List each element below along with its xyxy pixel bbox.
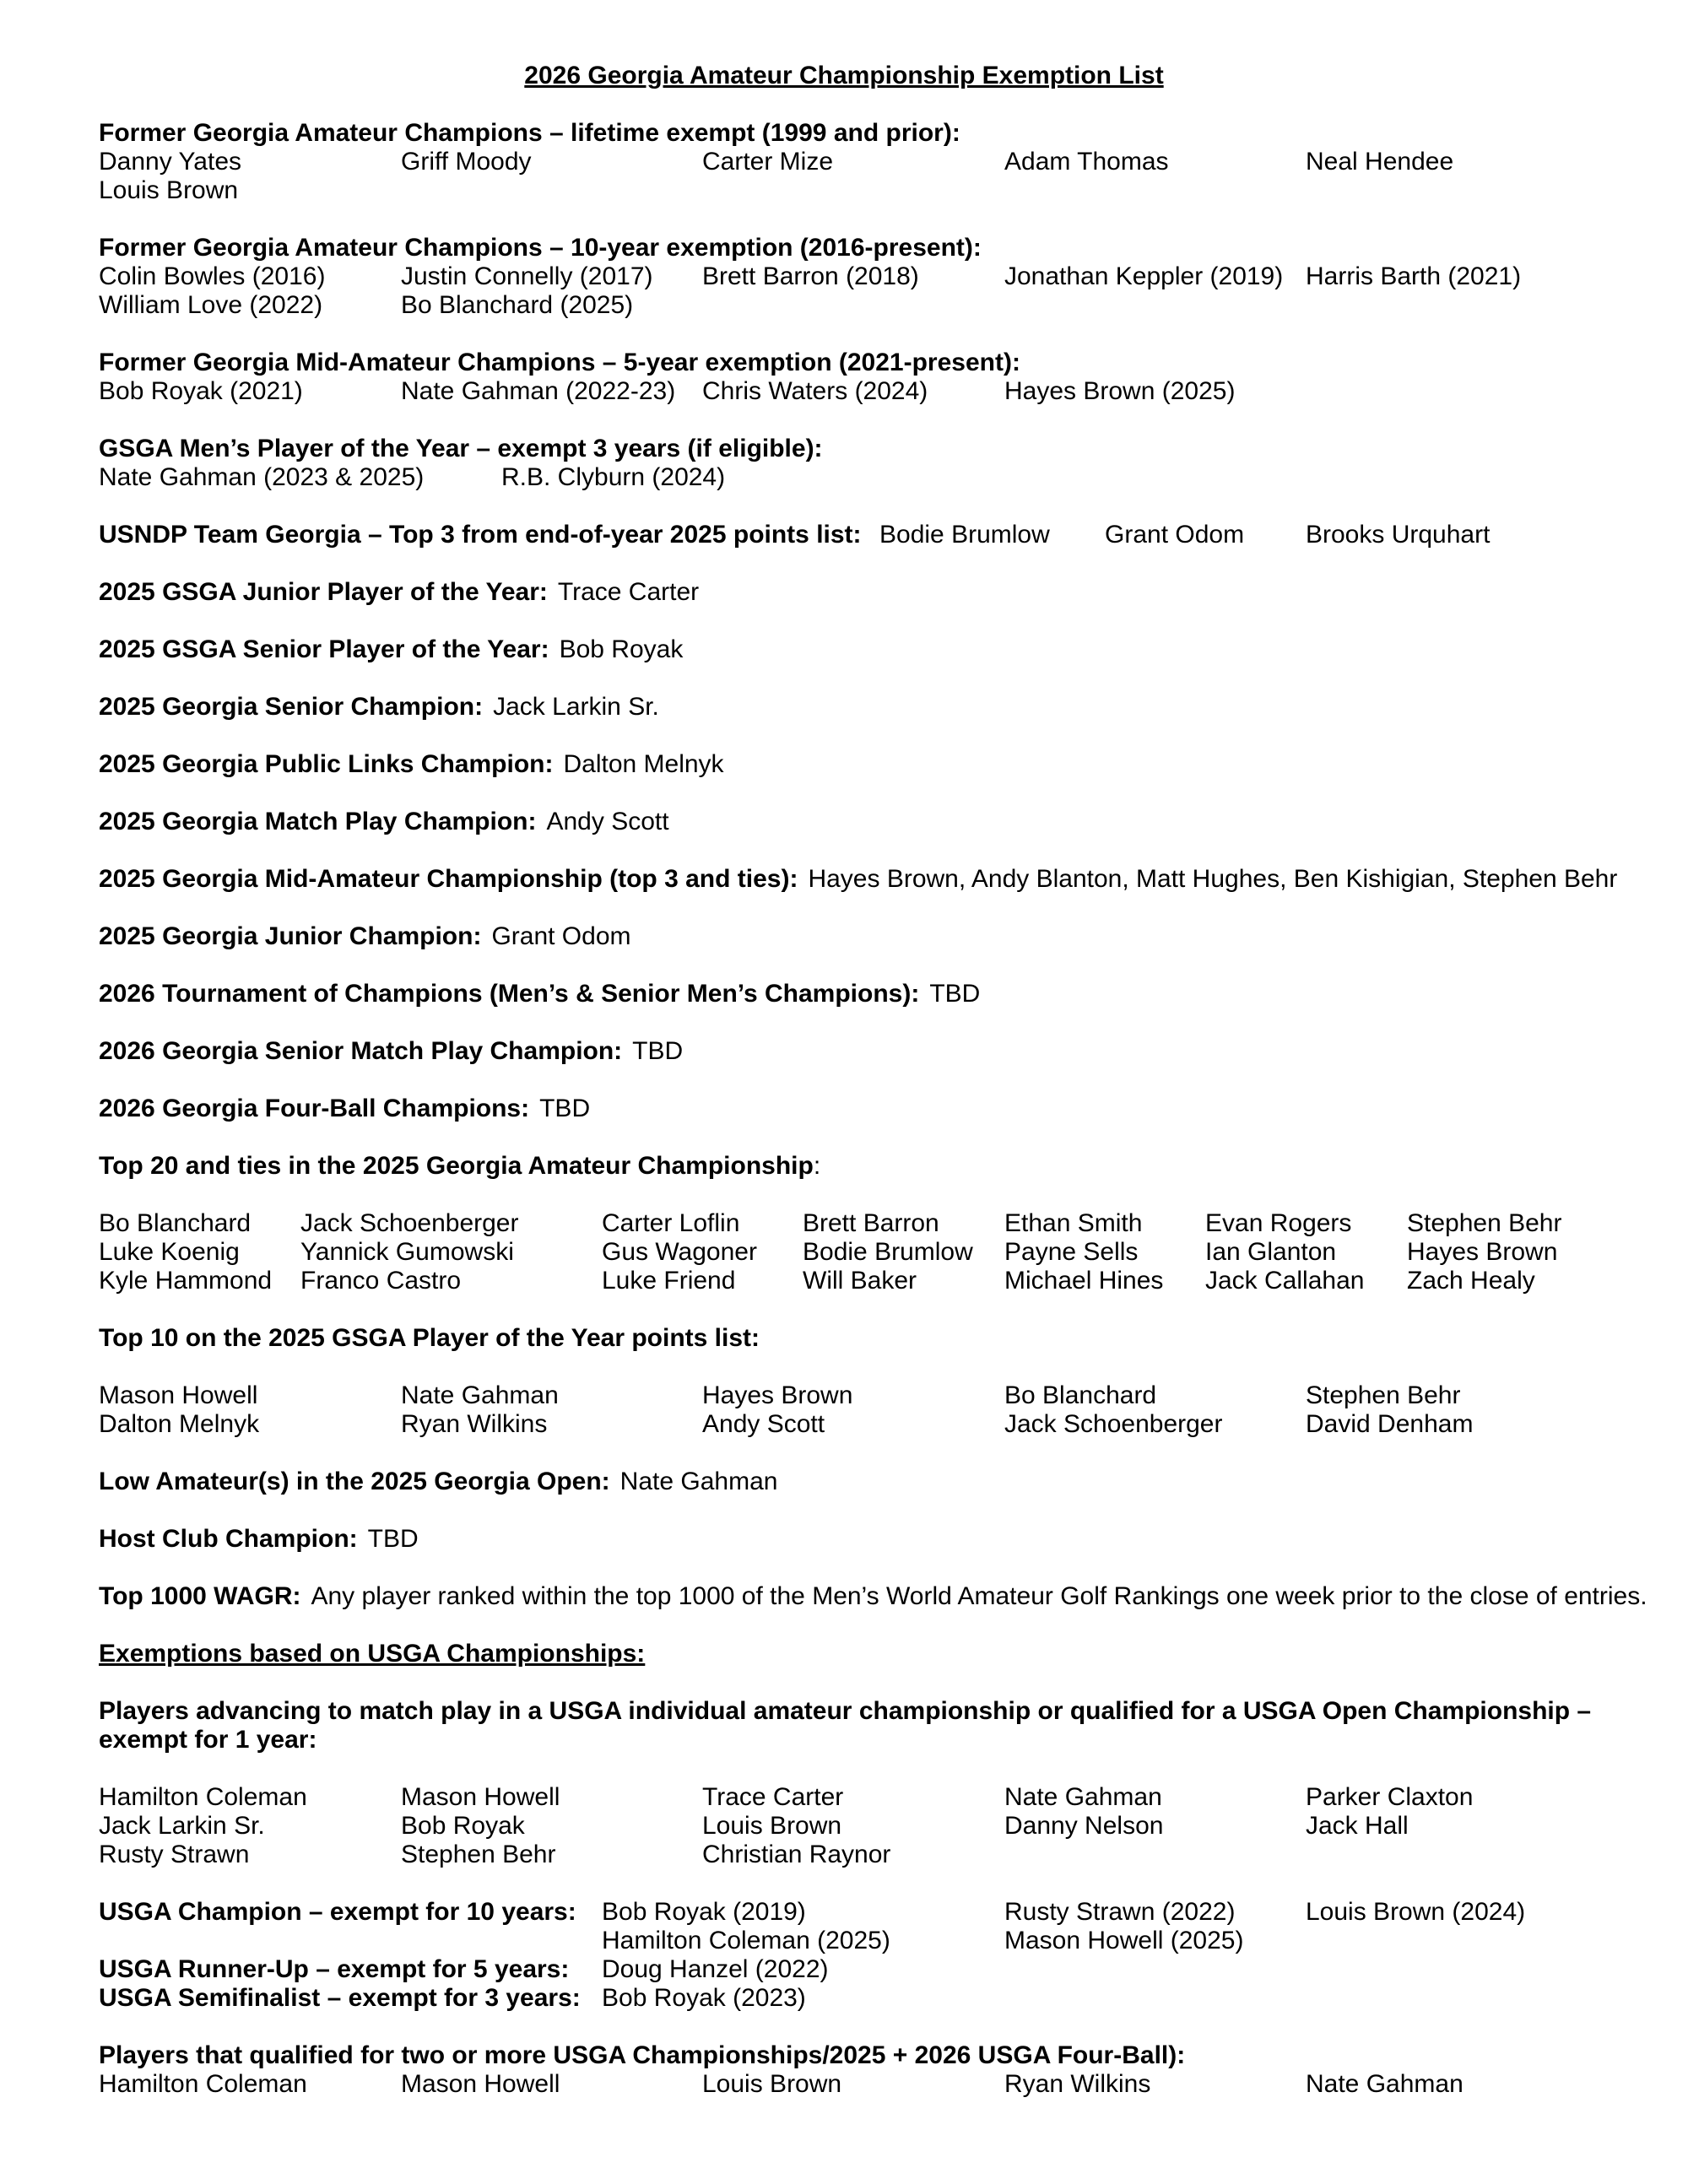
value-tbd: TBD [367,1525,419,1553]
player-name: Ryan Wilkins [401,1410,548,1438]
player-name: Evan Rogers [1205,1209,1352,1237]
section-usga-champion [99,1898,1589,2013]
player-name: Justin Connelly (2017) [401,262,653,290]
player-name: David Denham [1306,1410,1474,1438]
player-name: Brett Barron [803,1209,939,1237]
player-name: Stephen Behr [401,1841,556,1868]
section-heading: 2025 GSGA Senior Player of the Year: [99,635,549,663]
section-heading-text: Top 20 and ties in the 2025 Georgia Amateur Championship [99,1152,814,1180]
player-name: Hayes Brown (2025) [1004,377,1236,405]
section-heading: USGA Champion – exempt for 10 years: [99,1898,576,1926]
player-name: R.B. Clyburn (2024) [501,463,726,491]
name-row [99,463,1589,492]
section-heading: 2025 Georgia Mid-Amateur Championship (top 3 and ties): [99,865,798,893]
player-names: Hayes Brown, Andy Blanton, Matt Hughes, Ben Kishigian, Stephen Behr [808,865,1618,893]
value-tbd: TBD [632,1037,684,1065]
player-name: Bob Royak [401,1812,525,1840]
name-row [99,1927,1589,1955]
player-name: Neal Hendee [1306,148,1454,176]
section-top10-points [99,1324,1589,1439]
name-row [99,1381,1589,1410]
name-row [99,1238,1589,1267]
player-name: Mason Howell [401,1783,560,1811]
player-name: Franco Castro [300,1267,462,1295]
player-name: Brett Barron (2018) [702,262,919,290]
player-name: Carter Mize [702,148,834,176]
player-name: Chris Waters (2024) [702,377,928,405]
player-name: Brooks Urquhart [1306,521,1491,549]
section-heading: USGA Semifinalist – exempt for 3 years: [99,1984,581,2012]
player-name: Bob Royak (2023) [602,1984,806,2012]
player-name: Luke Friend [602,1267,736,1295]
player-name: Bo Blanchard [1004,1381,1157,1409]
player-name: Colin Bowles (2016) [99,262,326,290]
name-row [99,377,1589,406]
name-row [99,176,1589,205]
player-name: William Love (2022) [99,291,323,319]
name-row [99,2070,1589,2099]
section-heading-line2: exempt for 1 year: [99,1726,317,1754]
player-name: Bob Royak (2019) [602,1898,806,1926]
value-tbd: TBD [929,980,981,1008]
player-name: Hayes Brown [702,1381,853,1409]
player-name: Danny Yates [99,148,241,176]
section-low-amateur [99,1468,1589,1496]
name-row [99,291,1589,320]
section-heading: Former Georgia Amateur Champions – 10-year exemption (2016-present): [99,234,982,262]
section-heading: 2026 Georgia Senior Match Play Champion: [99,1037,623,1065]
document-title: 2026 Georgia Amateur Championship Exemption List [524,62,1164,89]
section-heading: Players that qualified for two or more USGA Championships/2025 + 2026 USGA Four-Ball): [99,2041,1186,2069]
player-name: Adam Thomas [1004,148,1169,176]
name-row [99,1898,1589,1927]
section-heading [99,1152,1589,1181]
player-name: Trace Carter [702,1783,844,1811]
section-heading: 2025 Georgia Senior Champion: [99,693,484,721]
section-usga-exemptions-heading: Exemptions based on USGA Championships: [99,1640,646,1668]
player-name: Dalton Melnyk [99,1410,260,1438]
player-name: Carter Loflin [602,1209,740,1237]
player-name: Harris Barth (2021) [1306,262,1522,290]
section-heading: 2026 Tournament of Champions (Men’s & Senior Men’s Champions): [99,980,920,1008]
player-name: Louis Brown [99,176,239,204]
player-name: Dalton Melnyk [563,750,724,778]
player-name: Mason Howell (2025) [1004,1927,1244,1954]
player-name: Stephen Behr [1306,1381,1461,1409]
name-row [99,1209,1589,1238]
player-name: Zach Healy [1407,1267,1535,1295]
section-wagr [99,1582,1647,1611]
player-name: Bo Blanchard [99,1209,252,1237]
player-name: Nate Gahman [1004,1783,1162,1811]
name-row [99,1841,1589,1869]
section-usndp-team-georgia [99,521,1589,549]
player-name: Mason Howell [99,1381,258,1409]
name-row [99,1984,1589,2013]
player-name: Grant Odom [1105,521,1245,549]
section-heading: 2025 Georgia Junior Champion: [99,922,482,950]
section-lifetime-exempt [99,119,1589,205]
player-name: Jack Callahan [1205,1267,1365,1295]
section-mid-amateur-exemption [99,349,1589,406]
section-heading: Top 10 on the 2025 GSGA Player of the Year points list: [99,1324,760,1352]
player-name: Nate Gahman [1306,2070,1463,2098]
section-host-club-champion [99,1525,1589,1554]
name-row [99,1812,1589,1841]
section-heading: Former Georgia Amateur Champions – lifetime exempt (1999 and prior): [99,119,960,147]
section-heading: Host Club Champion: [99,1525,358,1553]
player-name: Bodie Brumlow [803,1238,973,1266]
player-name: Bodie Brumlow [879,521,1050,549]
player-name: Michael Hines [1004,1267,1164,1295]
player-name: Will Baker [803,1267,917,1295]
player-name: Hamilton Coleman (2025) [602,1927,890,1954]
player-name: Nate Gahman [401,1381,559,1409]
name-row [99,1267,1589,1295]
value-tbd: TBD [539,1095,591,1122]
section-qualified-multiple-usga [99,2041,1589,2099]
player-name: Hamilton Coleman [99,2070,307,2098]
player-name: Louis Brown [702,2070,842,2098]
player-name: Bob Royak (2021) [99,377,303,405]
section-public-links-champion [99,750,1589,779]
section-heading: USGA Runner-Up – exempt for 5 years: [99,1955,570,1983]
section-heading: GSGA Men’s Player of the Year – exempt 3 years (if eligible): [99,435,823,462]
section-heading-colon: : [813,1152,821,1180]
player-name: Stephen Behr [1407,1209,1562,1237]
player-name: Bob Royak [559,635,684,663]
section-10-year-exemption [99,234,1589,320]
player-name: Jack Larkin Sr. [493,693,659,721]
player-name: Andy Scott [546,808,669,835]
section-senior-champion [99,693,1589,722]
section-top20 [99,1152,1589,1295]
player-name: Jack Schoenberger [1004,1410,1223,1438]
player-name: Rusty Strawn [99,1841,250,1868]
player-name: Trace Carter [557,578,700,606]
player-name: Rusty Strawn (2022) [1004,1898,1236,1926]
section-heading: Top 1000 WAGR: [99,1582,301,1610]
section-heading: Low Amateur(s) in the 2025 Georgia Open: [99,1468,610,1495]
player-name: Nate Gahman (2023 & 2025) [99,463,425,491]
section-heading: 2026 Georgia Four-Ball Champions: [99,1095,530,1122]
player-name: Nate Gahman (2022-23) [401,377,676,405]
player-name: Jack Schoenberger [300,1209,519,1237]
section-heading: 2025 Georgia Public Links Champion: [99,750,554,778]
section-advancing-match-play [99,1697,1592,1869]
player-name: Ian Glanton [1205,1238,1337,1266]
section-heading: USNDP Team Georgia – Top 3 from end-of-year 2025 points list: [99,521,862,549]
section-heading: 2025 GSGA Junior Player of the Year: [99,578,548,606]
name-row [99,148,1589,176]
name-row [99,1783,1589,1812]
player-name: Gus Wagoner [602,1238,757,1266]
section-heading: Former Georgia Mid-Amateur Champions – 5-year exemption (2021-present): [99,349,1020,376]
player-name: Bo Blanchard (2025) [401,291,634,319]
player-name: Mason Howell [401,2070,560,2098]
section-tournament-of-champions [99,980,1589,1008]
player-name: Hayes Brown [1407,1238,1558,1266]
section-heading-line1: Players advancing to match play in a USGA individual amateur championship or qualified for a USGA Open Championship – [99,1697,1592,1725]
section-four-ball-champions [99,1095,1589,1123]
player-name: Jack Larkin Sr. [99,1812,265,1840]
name-row [99,521,1589,549]
player-name: Griff Moody [401,148,532,176]
section-mens-player-of-year [99,435,1589,492]
section-junior-player-of-year [99,578,1589,607]
player-name: Payne Sells [1004,1238,1139,1266]
player-name: Christian Raynor [702,1841,891,1868]
player-name: Ethan Smith [1004,1209,1143,1237]
section-senior-player-of-year [99,635,1589,664]
wagr-description: Any player ranked within the top 1000 of the Men’s World Amateur Golf Rankings one week prior to the close of entries. [311,1582,1647,1610]
player-name: Jonathan Keppler (2019) [1004,262,1284,290]
player-name: Luke Koenig [99,1238,240,1266]
section-junior-champion [99,922,1589,951]
section-match-play-champion [99,808,1589,836]
player-name: Hamilton Coleman [99,1783,307,1811]
name-row [99,262,1589,291]
player-name: Louis Brown [702,1812,842,1840]
player-name: Kyle Hammond [99,1267,273,1295]
player-name: Louis Brown (2024) [1306,1898,1526,1926]
player-name: Grant Odom [491,922,631,950]
player-name: Danny Nelson [1004,1812,1164,1840]
section-heading: 2025 Georgia Match Play Champion: [99,808,537,835]
name-row [99,1410,1589,1439]
name-row [99,1955,1589,1984]
player-name: Parker Claxton [1306,1783,1474,1811]
player-name: Yannick Gumowski [300,1238,514,1266]
section-senior-match-play-champion [99,1037,1589,1066]
player-name: Nate Gahman [619,1468,778,1495]
player-name: Andy Scott [702,1410,825,1438]
player-name: Jack Hall [1306,1812,1409,1840]
section-mid-amateur-top3 [99,865,1618,894]
player-name: Ryan Wilkins [1004,2070,1151,2098]
player-name: Doug Hanzel (2022) [602,1955,829,1983]
